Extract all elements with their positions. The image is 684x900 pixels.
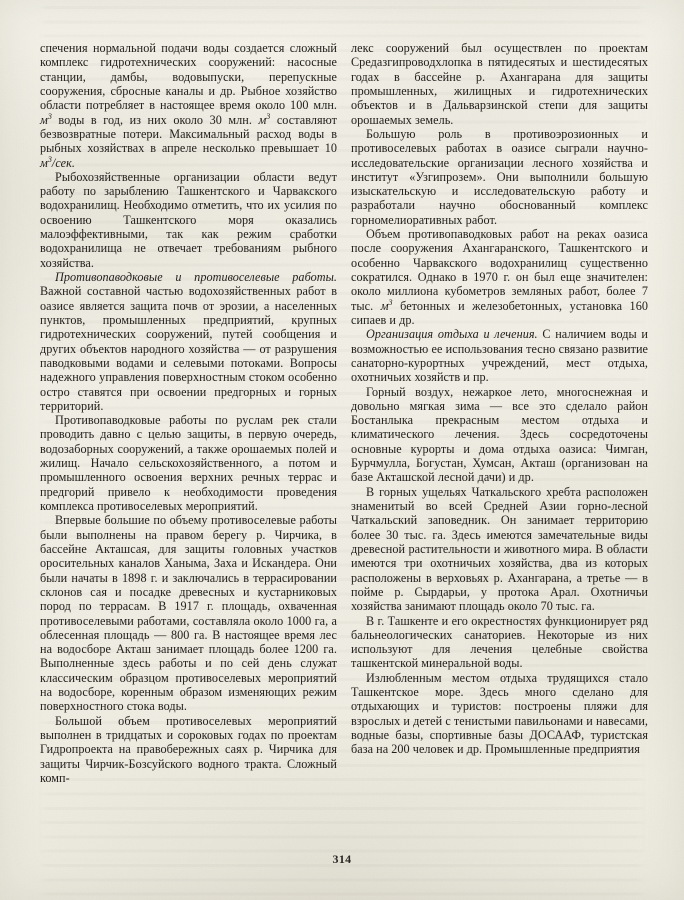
paragraph: Впервые большие по объему противоселевые работы были выполнены на правом берегу р. Чирчика, в бассейне Акташсая, для защиты головных участков оросительных каналов Ханыма, Заха и Искандера. Они были начаты в 1898 г. и заключались в террасировании склонов сая и посадке древесных и кустарниковых пород по террасам. В 1917 г. площадь, охваченная противоселевыми работами, составляла около 1000 га, а облесенная площадь — 800 га. В настоящее время лес на водосборе Акташ занимает площадь более 1200 га. Выполненные здесь работы и по сей день служат классическим образцом противоселевых мероприятий на водосборе, коренным образом изменяющих режим поверхностного стока воды.	[40, 513, 337, 714]
paragraph: лекс сооружений был осуществлен по проектам Средазгипроводхлопка в пятидесятых и шестидесятых годах в бассейне р. Ахангарана для защиты промышленных, жилищных и гидротехнических объектов и в Дальварзинской степи для защиты орошаемых земель.	[351, 41, 648, 127]
run-in-heading: Противопаводковые и противоселевые работы.	[55, 270, 337, 284]
paragraph: Рыбохозяйственные организации области ведут работу по зарыблению Ташкентского и Чарвакского водохранилищ. Необходимо отметить, что их усилия по освоению Ташкентского моря оказались малоэффективными, так как режим сработки водохранилища не отвечает требованиям рыбного хозяйства.	[40, 169, 337, 270]
paragraph: Объем противопаводковых работ на реках оазиса после сооружения Ахангаранского, Ташкентского и особенно Чарвакского водохранилищ существенно сократился. Однако в 1970 г. он был еще значителен: около миллиона кубометров земляных работ, более 7 тыс. $м^3$ бетонных и железобетонных, установка 160 сипаев и др.	[351, 227, 648, 327]
paragraph: Организация отдыха и лечения. С наличием воды и возможностью ее использования тесно связано развитие санаторно-курортных учреждений, мест отдыха, охотничьих хозяйств и пр.	[351, 327, 648, 385]
two-column-text-body	[40, 41, 648, 831]
paragraph: Противопаводковые и противоселевые работы. Важной составной частью водохозяйственных работ в оазисе является защита почв от эрозии, а населенных пунктов, промышленных предприятий, крупных гидротехнических сооружений, путей сообщения и других объектов народного хозяйства — от разрушения паводковыми водами и селевыми потоками. Вопросы надежного управления поверхностным стоком особенно остро ставятся при освоении предгорных и горных территорий.	[40, 270, 337, 413]
right-text-column	[351, 41, 648, 831]
paragraph: В горных ущельях Чаткальского хребта расположен знаменитый во всей Средней Азии горно-лесной Чаткальский заповедник. Он занимает территорию более 30 тыс. га. Здесь имеются замечательные виды древесной растительности и животного мира. В области имеются три охотничьих хозяйства, два из которых расположены в верховьях р. Ахангарана, а третье — в пойме р. Сырдарьи, у протока Арал. Охотничьи хозяйства занимают площадь около 70 тыс. га.	[351, 484, 648, 614]
paragraph: Излюбленным местом отдыха трудящихся стало Ташкентское море. Здесь много сделано для отдыхающих и туристов: построены пляжи для взрослых и детей с тенистыми павильонами и навесами, водные базы, спортивные базы ДОСААФ, туристская база на 200 человек и др. Промышленные предприятия	[351, 670, 648, 757]
paragraph: Противопаводковые работы по руслам рек стали проводить давно с целью защиты, в первую очередь, водозаборных сооружений, а также орошаемых полей и жилищ. Начало сельскохозяйственного, а потом и промышленного освоения верхних речных террас и предгорий привело к необходимости проведения комплекса противоселевых мероприятий.	[40, 413, 337, 513]
paragraph: В г. Ташкенте и его окрестностях функционирует ряд бальнеологических санаториев. Некоторые из них используют для лечения целебные свойства ташкентской минеральной воды.	[351, 613, 648, 671]
run-in-heading: Организация отдыха и лечения.	[366, 327, 538, 342]
paragraph: Горный воздух, нежаркое лето, многоснежная и довольно мягкая зима — все это сделало район Бостанлыка прекрасным местом отдыха и климатического лечения. Здесь сосредоточены основные курорты и дома отдыха оазиса: Чимган, Бурчмулла, Богустан, Хумсан, Акташ (организован на базе Акташской лесной дачи) и др.	[351, 384, 648, 485]
paragraph: Большой объем противоселевых мероприятий выполнен в тридцатых и сороковых годах по проектам Гидропроекта на правобережных саях р. Чирчика для защиты Чирчик-Бозсуйского водного тракта. Сложный комп-	[40, 713, 337, 785]
paragraph: Большую роль в противоэрозионных и противоселевых работах в оазисе сыграли научно-исследовательские организации лесного хозяйства и институт «Узгипрозем». Они выполнили большую изыскательскую и исследовательскую работу и разработали научно обоснованный комплекс горномелиоративных работ.	[351, 126, 648, 227]
left-text-column	[40, 41, 337, 831]
paragraph: спечения нормальной подачи воды создается сложный комплекс гидротехнических сооружений: насосные станции, дамбы, водовыпуски, перепускные сооружения, сбросные каналы и др. Рыбное хозяйство области потребляет в настоящее время около 100 млн. $м^3$ воды в год, из них около 30 млн. $м^3$ составляют безвозвратные потери. Максимальный расход воды в рыбных хозяйствах в апреле несколько превышает 10 $м^3$/сек.	[40, 41, 337, 170]
page-number: 314	[332, 852, 352, 866]
